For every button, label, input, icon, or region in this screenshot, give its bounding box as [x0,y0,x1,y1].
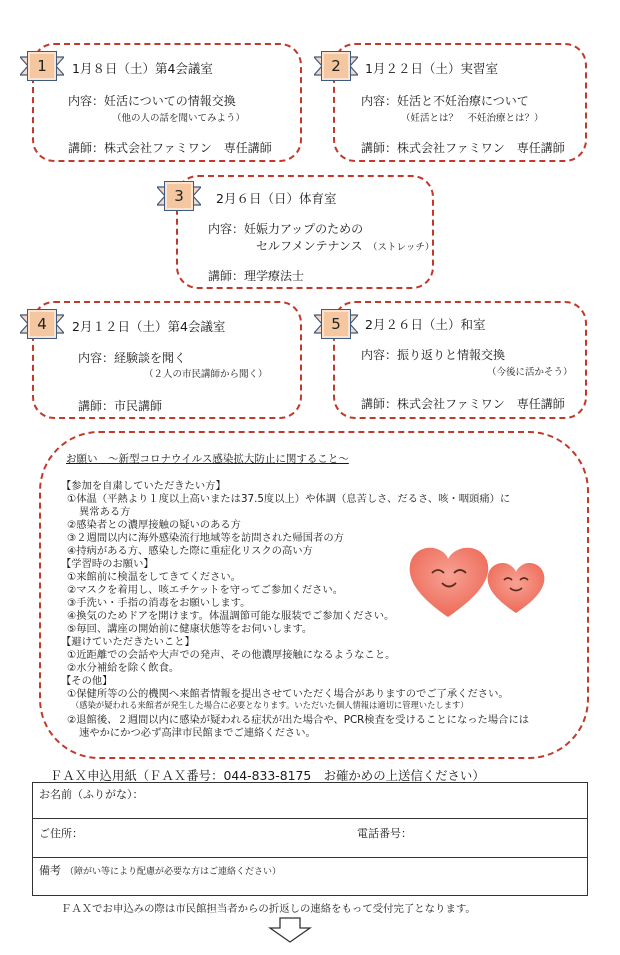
session-number-badge-1: 1 [27,51,57,81]
session-date: 2月１２日（土）第4会議室 [72,319,226,334]
remarks-field-label: 備考 [39,864,61,877]
name-field-label: お名前（ふりがな）： [39,788,144,801]
notice-line: ①保健所等の公的機関へ来館者情報を提出させていただく場合がありますのでご了承ください。 [67,688,509,700]
notice-line: 速やかにかつ必ず高津市民館までご連絡ください。 [79,727,316,739]
session-content-line2: セルフメンテナンス [256,239,363,253]
fax-footer-note: ＦＡＸでお申込みの際は市民館担当者からの折返しの連絡をもって受付完了となります。 [61,903,476,915]
session-lecturer: 講師：株式会社ファミワン 専任講師 [361,141,565,155]
session-date: 2月２６日（土）和室 [365,317,486,332]
notice-line: 【学習時のお願い】 [61,558,154,570]
form-row-name [33,783,587,819]
session-number-badge-4: 4 [27,309,57,339]
address-field-label: ご住所： [39,827,83,840]
session-lecturer: 講師：株式会社ファミワン 専任講師 [361,397,565,411]
session-content: 内容：妊娠力アップのための [208,222,364,236]
form-row-remarks [33,858,587,897]
notice-line: ③手洗い・手指の消毒をお願いします。 [67,597,251,609]
session-card-5 [333,301,587,419]
remarks-field-note: （障がい等により配慮が必要な方はご連絡ください） [65,867,282,877]
notice-line: ③２週間以内に海外感染流行地域等を訪問された帰国者の方 [67,532,344,544]
session-number-badge-2: 2 [321,51,351,81]
notice-line: ②退館後、２週間以内に感染が疑われる症状が出た場合や、PCR検査を受けることになった場合には [67,714,530,726]
covid-notice-box [39,431,589,759]
notice-title: お願い ～新型コロナウイルス感染拡大防止に関すること～ [66,453,349,465]
session-content-note: （妊活とは？ 不妊治療とは？） [401,113,544,124]
session-card-1 [32,43,302,162]
notice-line: 【参加を自粛していただきたい方】 [61,480,226,492]
session-number-badge-3: 3 [164,181,194,211]
notice-line: ②マスクを着用し、咳エチケットを守ってご参加ください。 [67,584,344,596]
notice-line-small: （感染が疑われる来館者が発生した場合に必要となります。いただいた個人情報は適切に管理いたします） [71,700,469,710]
smiling-hearts-icon [406,541,556,621]
notice-line: ⑤毎回、講座の開始前に健康状態等をお伺いします。 [67,623,313,635]
fax-application-form [32,782,588,896]
session-lecturer: 講師：株式会社ファミワン 専任講師 [68,141,272,155]
session-date: 2月６日（日）体育室 [216,191,337,206]
notice-line: ①来館前に検温をしてきてください。 [67,571,241,583]
notice-line: ④換気のためドアを開けます。体温調節可能な服装でご参加ください。 [67,610,395,622]
down-arrow-icon [268,917,312,943]
session-content: 内容：振り返りと情報交換 [361,348,506,362]
session-content-note: （他の人の話を聞いてみよう） [112,113,246,124]
session-content: 内容：妊活についての情報交換 [68,94,236,108]
session-card-3 [176,175,434,289]
phone-field-label: 電話番号： [357,827,412,840]
session-number-badge-5: 5 [321,309,351,339]
notice-line: ④持病がある方、感染した際に重症化リスクの高い方 [67,545,313,557]
notice-line: ②水分補給を除く飲食。 [67,662,180,674]
notice-line: 異常ある方 [79,506,131,518]
session-lecturer: 講師：市民講師 [78,399,163,413]
notice-line: ②感染者との濃厚接触の疑いのある方 [67,519,241,531]
session-card-4 [32,301,302,419]
session-content: 内容：妊活と不妊治療について [361,94,529,108]
session-date: 1月８日（土）第4会議室 [72,61,213,76]
session-content-note: （ストレッチ） [368,242,435,253]
session-card-2 [333,43,587,162]
form-row-address [33,819,587,858]
session-content-note: （今後に活かそう） [487,367,573,378]
session-content: 内容：経験談を聞く [78,351,187,365]
session-date: 1月２２日（土）実習室 [365,61,498,76]
fax-form-header: ＦＡＸ申込用紙（ＦＡＸ番号：044-833-8175 お確かめの上送信ください） [50,768,485,783]
notice-line: ①近距離での会話や大声での発声、その他濃厚接触になるようなこと。 [67,649,396,661]
session-lecturer: 講師：理学療法士 [208,269,305,283]
notice-line: 【避けていただきたいこと】 [61,636,195,648]
notice-line: ①体温（平熱より１度以上高いまたは37.5度以上）や体調（息苦しさ、だるさ、咳・咽頭痛）に [67,493,511,505]
session-content-note: （２人の市民講師から聞く） [144,369,268,380]
notice-line: 【その他】 [61,675,113,687]
